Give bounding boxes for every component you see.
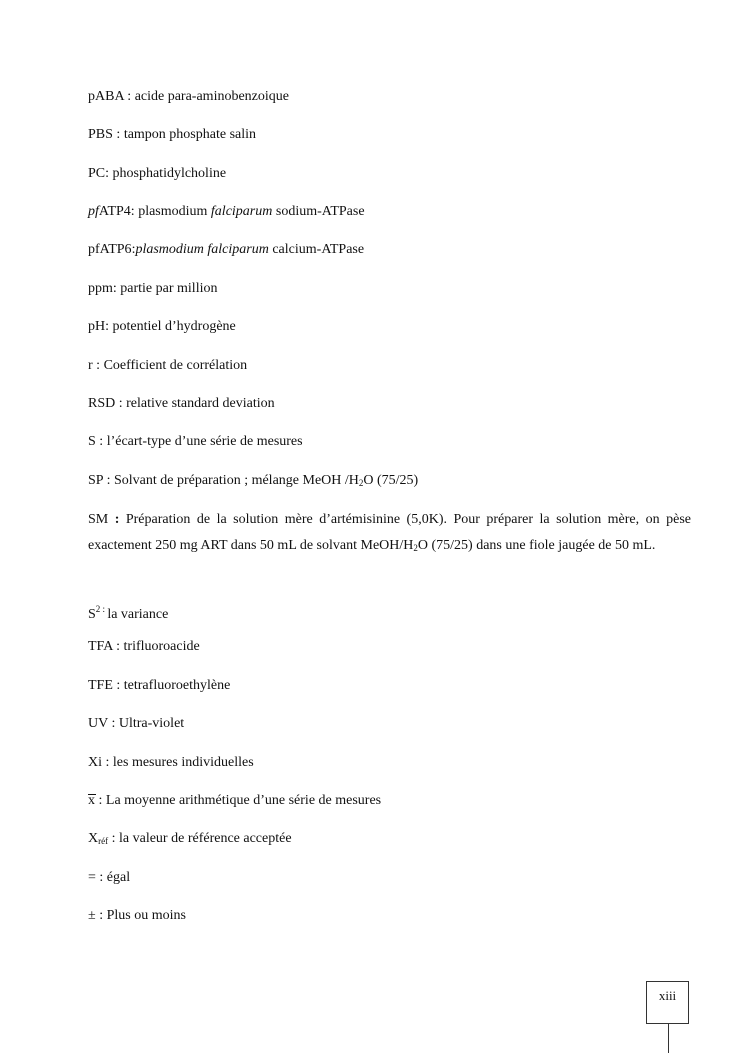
abbr-definition: la variance (107, 607, 169, 622)
abbr-definition: trifluoroacide (123, 639, 200, 654)
abbr-definition: La moyenne arithmétique d’une série de mesures (105, 793, 382, 808)
abbr-definition: potentiel d’hydrogène (112, 319, 236, 334)
abbr-term: pABA (88, 89, 124, 104)
abbr-entry-xi: Xi : les mesures individuelles (88, 755, 254, 770)
abbr-term-italic: pf (88, 204, 99, 219)
abbr-entry-ph: pH: potentiel d’hydrogène (88, 319, 236, 334)
abbr-definition: Coefficient de corrélation (103, 358, 248, 373)
abbr-term: PBS (88, 127, 113, 142)
abbr-term: pH (88, 319, 106, 334)
abbr-term: x (88, 793, 95, 808)
abbr-entry-ppm: ppm: partie par million (88, 281, 218, 296)
abbr-term: X (88, 831, 99, 846)
abbr-entry-pbs: PBS : tampon phosphate salin (88, 127, 257, 142)
abbr-entry-pc: PC: phosphatidylcholine (88, 166, 227, 181)
abbr-term: Xi (88, 755, 102, 770)
abbr-entry-equal: = : égal (88, 870, 131, 885)
abbr-term: ppm (88, 281, 113, 296)
abbr-term: TFA (88, 639, 113, 654)
abbr-definition: Plus ou moins (106, 908, 186, 923)
abbr-entry-pfatp6: pfATP6:plasmodium falciparum calcium-ATPase (88, 242, 365, 257)
abbr-term: = (88, 870, 96, 885)
abbr-definition: relative standard deviation (126, 396, 275, 411)
abbr-entry-sm: SM : Préparation de la solution mère d’artémisinine (5,0K). Pour préparer la solution mère, on pèse exactement 250 mg ART dans 50 mL de solvant MeOH/$H_2O$ (75/25) dans une fiole jaugée de 50 mL. (88, 512, 691, 553)
abbr-term: ± (88, 908, 96, 923)
abbr-term: pfATP6 (88, 242, 132, 257)
abbr-term: SM (88, 512, 109, 527)
abbr-entry-s2: $S^{2 :}$ la variance (88, 604, 169, 622)
abbr-term: S (88, 434, 96, 449)
page-number: xiii (646, 981, 689, 1024)
abbr-entry-rsd: RSD : relative standard deviation (88, 396, 275, 411)
abbr-entry-s: S : l’écart-type d’une série de mesures (88, 434, 303, 449)
abbr-term: ATP4 (98, 204, 131, 219)
abbr-definition: égal (106, 870, 131, 885)
abbr-entry-tfa: TFA : trifluoroacide (88, 639, 200, 654)
abbr-entry-tfe: TFE : tetrafluoroethylène (88, 678, 231, 693)
abbr-definition: tampon phosphate salin (123, 127, 257, 142)
abbr-definition: acide para-aminobenzoique (134, 89, 289, 104)
page-number-rule (668, 1024, 669, 1053)
abbr-entry-uv: UV : Ultra-violet (88, 716, 185, 731)
abbr-entry-plusminus: ± : Plus ou moins (88, 908, 186, 923)
abbr-definition: partie par million (120, 281, 218, 296)
abbr-definition: phosphatidylcholine (112, 166, 227, 181)
abbr-term: TFE (88, 678, 113, 693)
abbr-definition: tetrafluoroethylène (123, 678, 231, 693)
abbr-entry-paba: pABA : acide para-aminobenzoique (88, 89, 289, 104)
abbr-definition: la valeur de référence acceptée (119, 831, 292, 846)
abbr-entry-sp: SP : Solvant de préparation ; mélange MeOH $/H_2O$ (75/25) (88, 473, 419, 488)
abbr-term: PC (88, 166, 106, 181)
abbr-term: UV (88, 716, 108, 731)
abbr-definition: les mesures individuelles (112, 755, 254, 770)
abbr-entry-pfatp4: pfATP4: plasmodium falciparum sodium-ATPase (88, 204, 365, 219)
abbr-term: r (88, 358, 93, 373)
abbr-definition: l’écart-type d’une série de mesures (106, 434, 303, 449)
abbr-entry-r: r : Coefficient de corrélation (88, 358, 248, 373)
abbr-definition: Ultra-violet (118, 716, 185, 731)
abbr-term: SP (88, 473, 104, 488)
abbr-entry-xbar: x : La moyenne arithmétique d’une série de mesures (88, 793, 382, 808)
abbr-entry-xref: $X_{réf}$ : la valeur de référence acceptée (88, 831, 292, 846)
abbr-term: RSD (88, 396, 116, 411)
abbr-term: S (88, 607, 96, 622)
